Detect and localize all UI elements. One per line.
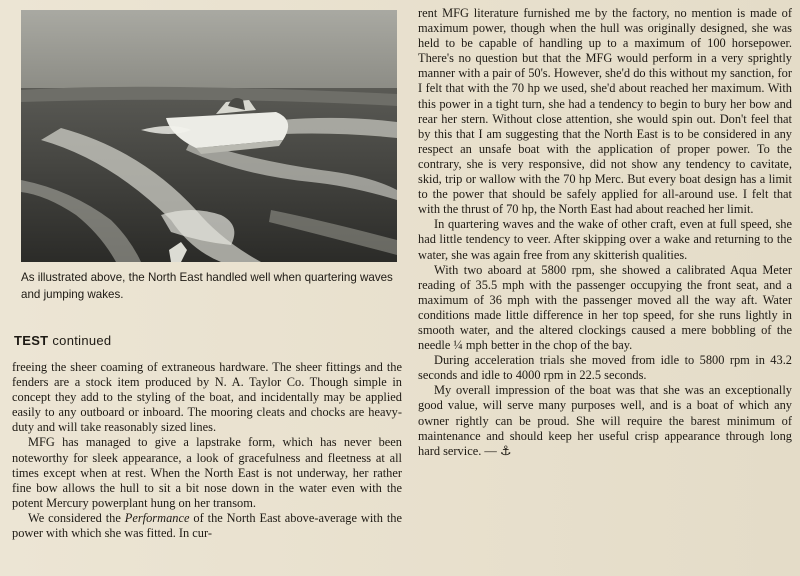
- section-title: TEST: [14, 333, 49, 348]
- paragraph: During acceleration trials she moved from idle to 5800 rpm in 43.2 seconds and idle to 4000 rpm in 22.5 seconds.: [418, 353, 792, 383]
- paragraph: [12, 511, 402, 541]
- boat-photo: [21, 10, 397, 262]
- italic-word: Performance: [124, 510, 190, 525]
- right-column: [418, 6, 792, 459]
- paragraph-text: My overall impression of the boat was that she was an exceptionally good value, will serve many purposes well, and is a boat of which any owner rightly can be proud. She will require the barest minimum of maintenance and should keep her useful crisp appearance through long hard service. —: [418, 383, 792, 458]
- right-body-text: [418, 6, 792, 459]
- anchor-icon: ⚓: [499, 443, 512, 459]
- paragraph: MFG has managed to give a lapstrake form, which has never been noteworthy for sleek appearance, a look of gracefulness and fleetness at all times except when at rest. When the North East is not underway, her rather fine bow allows the hull to sit a bit nose down in the water even with the potent Mercury powerplant hung on her transom.: [12, 435, 402, 510]
- section-heading: [14, 333, 402, 348]
- paragraph: rent MFG literature furnished me by the factory, no mention is made of maximum power, though when the hull was originally designed, she was held to be capable of handling up to a maximum of 100 horsepower. There's no question but that the MFG would perform in a very sprightly manner with a pair of 50's. However, she'd do this without my sanction, for I felt that with the 70 hp we used, she'd about reached her maximum. With this power in a tight turn, she had a tendency to begin to bury her bow and rear her stern. Without close attention, she would spin out. Don't feel that by this that I am suggesting that the North East is to be considered in any respect an unsafe boat with the application of proper power. To the contrary, she is very responsive, did not show any tendency to cavitate, skid, trip or wallow with the 70 hp Merc. But every boat design has a limit to the power that should be safely applied for all-around use. I felt that with the thrust of 70 hp, the North East had about reached her limit.: [418, 6, 792, 217]
- paragraph-text: of the North East above-average with the power with which she was fitted. In cur-: [12, 510, 402, 541]
- section-suffix: continued: [52, 333, 112, 348]
- paragraph-text: We considered the: [28, 510, 125, 525]
- paragraph: freeing the sheer coaming of extraneous hardware. The sheer fittings and the fenders are a stock item produced by N. A. Taylor Co. Though simple in concept they add to the styling of the boat, and incidentally may be applied easily to any outboard or inboard. The mooring cleats and chocks are heavy-duty and will take reasonably sized lines.: [12, 360, 402, 435]
- paragraph: With two aboard at 5800 rpm, she showed a calibrated Aqua Meter reading of 35.5 mph with the passenger occupying the front seat, and a maximum of 36 mph with the passenger moved all the way aft. Water conditions made little difference in her top speed, for she runs lightly in smooth water, and the altered clockings caused a mere bobbling of the needle ¼ mph better in the chop of the bay.: [418, 262, 792, 353]
- paragraph: [418, 383, 792, 458]
- left-column: [12, 10, 402, 541]
- paragraph: In quartering waves and the wake of other craft, even at full speed, she had little tendency to veer. After skipping over a wake and returning to the water, she was again free from any skitterish qualities.: [418, 217, 792, 262]
- speedboat-photo-icon: [21, 10, 397, 262]
- photo-caption: As illustrated above, the North East handled well when quartering waves and jumping wakes.: [21, 271, 393, 301]
- left-body-text: [12, 360, 402, 541]
